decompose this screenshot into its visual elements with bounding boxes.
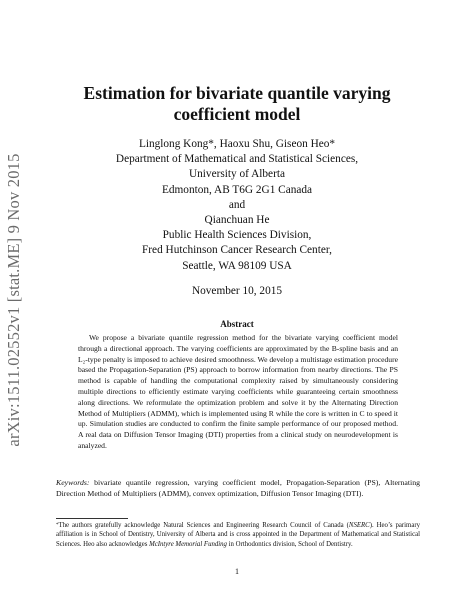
footnote-funding: McIntyre Memorial Funding (149, 540, 227, 548)
footnote (56, 521, 420, 549)
and-separator: and (228, 198, 246, 211)
title-line-1: Estimation for bivariate quantile varying (83, 83, 391, 103)
arxiv-identifier: arXiv:1511.02552v1 [stat.ME] 9 Nov 2015 (4, 153, 23, 447)
second-author: Qianchuan He (204, 214, 270, 227)
arxiv-stamp (3, 155, 25, 445)
paper-date: November 10, 2015 (191, 284, 283, 297)
abstract-text: We propose a bivariate quantile regression method for the bivariate varying coefficient model through a directional approach. The varying coefficients are approximated by the B-spline basis and an L₂-type penalty is imposed to achieve desired smoothness. We develop a multistage estimation procedure based the Propagation-Separation (PS) approach to borrow information from nearby directions. The PS method is capable of handling the computational complexity raised by simultaneously considering multiple directions to efficiently estimate varying coefficients while guaranteeing certain smoothness along directions. We reformulate the optimization problem and solve it by the Alternating Direction Method of Multipliers (ADMM), which is implemented using R while the core is written in C to speed it up. Simulation studies are conducted to confirm the finite sample performance of our proposed method. A real data on Diffusion Tensor Imaging (DTI) properties from a clinical study on neurodevelopment is analyzed. (78, 333, 398, 450)
author-block (60, 137, 414, 299)
paper-title (40, 83, 434, 125)
affiliation-city: Edmonton, AB T6G 2G1 Canada (161, 183, 313, 196)
footnote-nserc: NSERC (348, 522, 370, 529)
affiliation-university: University of Alberta (188, 168, 285, 181)
footnote-rule (56, 518, 128, 519)
author-list: Linglong Kong*, Haoxu Shu, Giseon Heo* (138, 138, 336, 150)
footnote-text-1: The authors gratefully acknowledge Natural Sciences and Engineering Research Council of Canada ( (58, 522, 349, 529)
abstract-heading: Abstract (220, 319, 254, 329)
affiliation2-city: Seattle, WA 98109 USA (182, 259, 292, 272)
page-number: 1 (235, 567, 239, 576)
footnote-text-2: ). Heo’s parimary affiliation is in School of Dentistry, University of Alberta and is cross appointed in the Department of Mathematical and Statistical Sciences. Heo also acknowledges (56, 522, 420, 548)
keywords-label: Keywords: (56, 478, 90, 487)
affiliation2-division: Public Health Sciences Division, (162, 229, 312, 242)
keywords (56, 478, 420, 499)
footnote-text-3: in Orthodontics division, School of Dentistry. (226, 540, 353, 548)
title-line-2: coefficient model (173, 104, 301, 124)
affiliation2-center: Fred Hutchinson Cancer Research Center, (142, 244, 332, 257)
affiliation-department: Department of Mathematical and Statistical Sciences, (115, 153, 359, 166)
keywords-text: bivariate quantile regression, varying coefficient model, Propagation-Separation (PS), Alternating Direction Method of Multipliers (ADMM), convex optimization, Diffusion Tensor Imaging (DTI). (56, 478, 420, 498)
footnote-mark: * (56, 523, 59, 528)
